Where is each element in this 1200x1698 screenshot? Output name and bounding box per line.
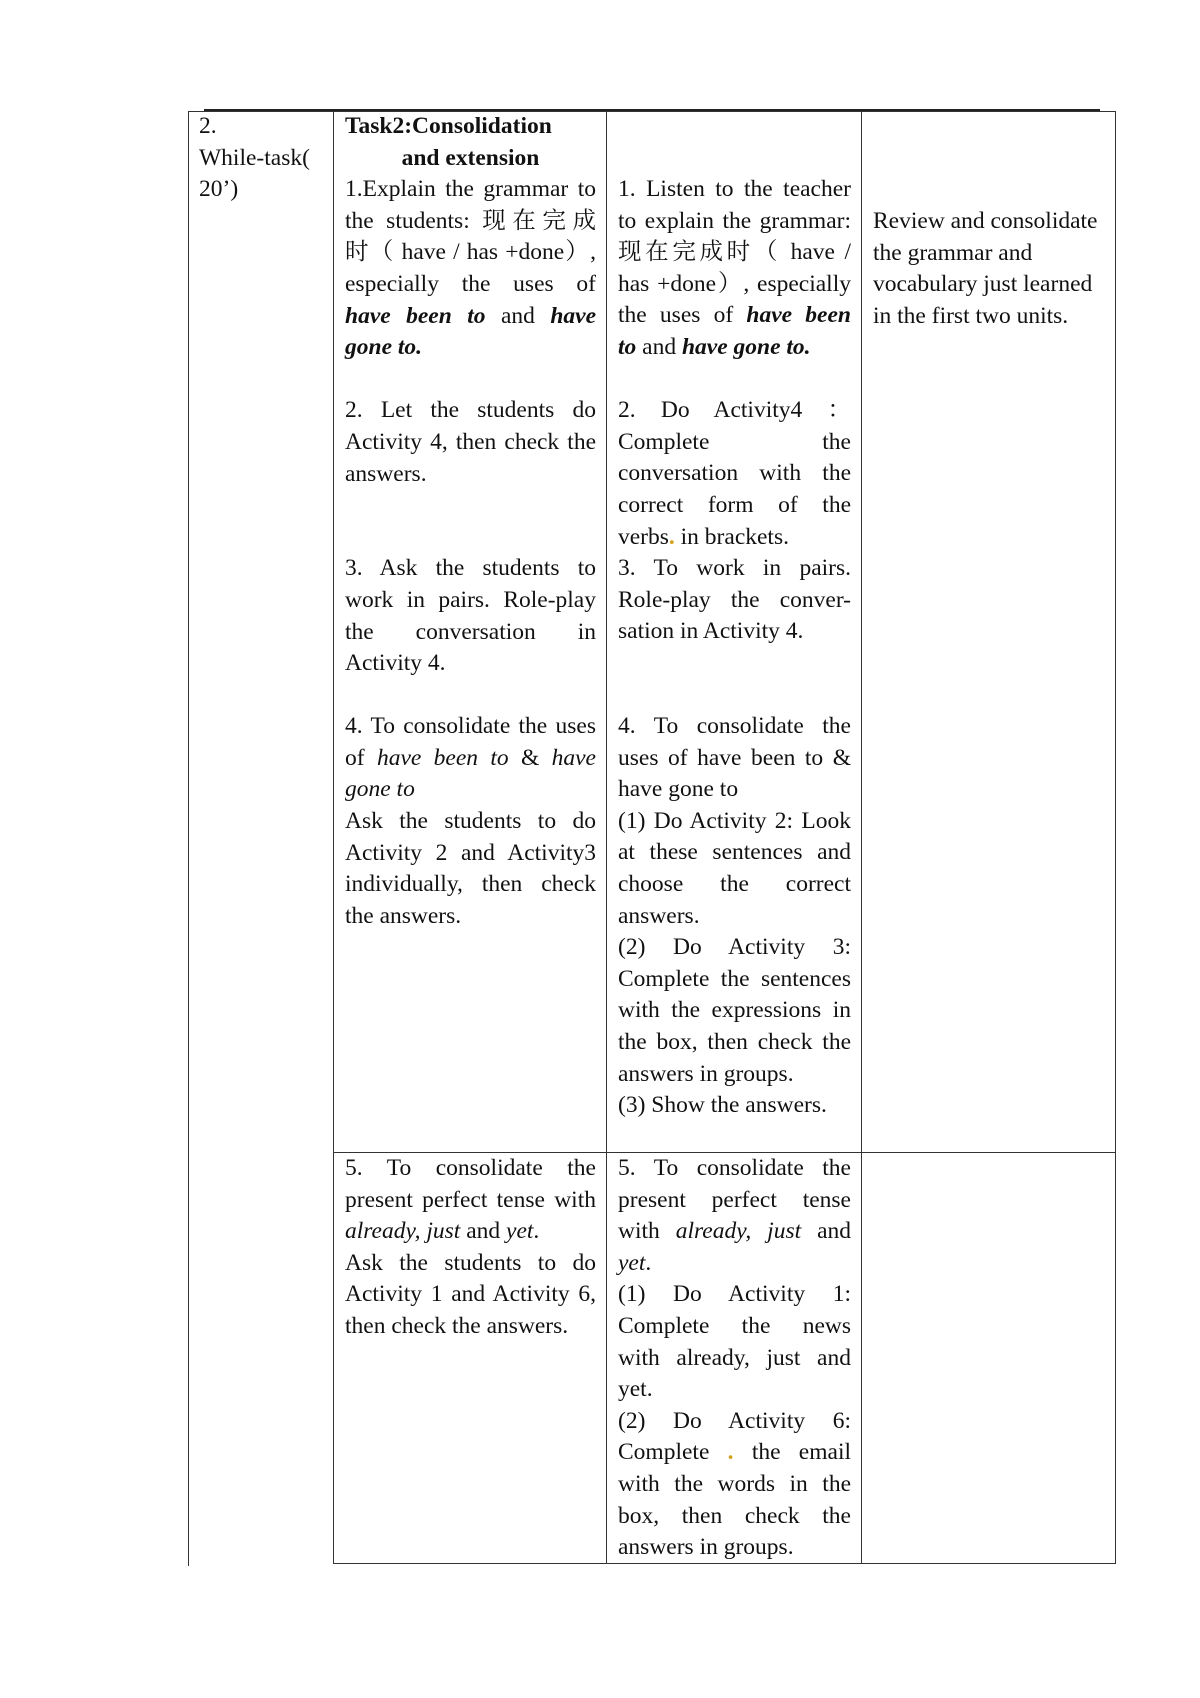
- teacher-step-3: 3. Ask the students to work in pairs. Role-play the conversation in Activity 4.: [345, 555, 596, 677]
- student-step-1: 1. Listen to the teacher to explain the grammar: 现在完成时（ have / has +done）, especially the uses of have been to and have gone to.: [618, 176, 851, 360]
- teacher-step-2: 2. Let the students do Activity 4, then check the answers.: [345, 397, 596, 487]
- student-step-5: 5. To consolidate the present perfect tense with already, just and yet. (1) Do Activity 1: Complete the news with already, just and yet. (2) Do Activity 6: Complete . the email with the words in the box, then check the answers in groups.: [618, 1155, 851, 1561]
- column-divider-3: [861, 111, 862, 1563]
- table-left-border: [188, 111, 189, 1566]
- table-right-border: [1115, 111, 1116, 1563]
- teacher-step-1: 1.Explain the grammar to the students: 现在完成 时（ have / has +done）, especially the uses of have been to and have gone to.: [345, 176, 597, 361]
- purpose-line-4: in the first two units.: [873, 302, 1069, 329]
- purpose-line-2: the grammar and: [873, 239, 1033, 266]
- stage-cell: [199, 111, 327, 206]
- table-top-border: [188, 111, 1116, 112]
- task-title: Task2:Consolidation: [345, 113, 552, 139]
- stage-number: 2.: [199, 113, 217, 139]
- teacher-activities-cell-row2: [345, 1153, 596, 1343]
- student-step-4: 4. To consolidate the uses of have been to & have gone to (1) Do Activity 2: Look at these sentences and choose the correct answers. (2) Do Activity 3: Complete the sentences with the expressions in the box, then check the answers in groups. (3) Show the answers.: [618, 713, 851, 1119]
- teacher-step-4: 4. To consolidate the uses of have been to & have gone to Ask the students to do Activity 2 and Activity3 individually, then check the answers.: [345, 713, 596, 929]
- student-activities-cell: [618, 174, 851, 1122]
- task-subtitle: and extension: [401, 144, 540, 171]
- column-divider-1: [333, 111, 334, 1563]
- teacher-step-5: 5. To consolidate the present perfect tense with already, just and yet. Ask the students to do Activity 1 and Activity 6, then check the answers.: [345, 1155, 596, 1339]
- stage-duration: 20’): [199, 176, 239, 203]
- stage-name: While-task(: [199, 144, 310, 171]
- purpose-line-1: Review and consolidate: [873, 208, 1098, 234]
- purpose-cell: [873, 206, 1109, 332]
- student-step-2: 2. Do Activity4 ： Complete the conversation with the correct form of the verbs. in brackets.: [618, 397, 851, 550]
- student-activities-cell-row2: [618, 1153, 851, 1564]
- purpose-line-3: vocabulary just learned: [873, 271, 1093, 298]
- column-divider-2: [606, 111, 607, 1563]
- teacher-activities-cell: [345, 111, 596, 932]
- student-step-3: 3. To work in pairs. Role-play the conver- sation in Activity 4.: [618, 555, 851, 645]
